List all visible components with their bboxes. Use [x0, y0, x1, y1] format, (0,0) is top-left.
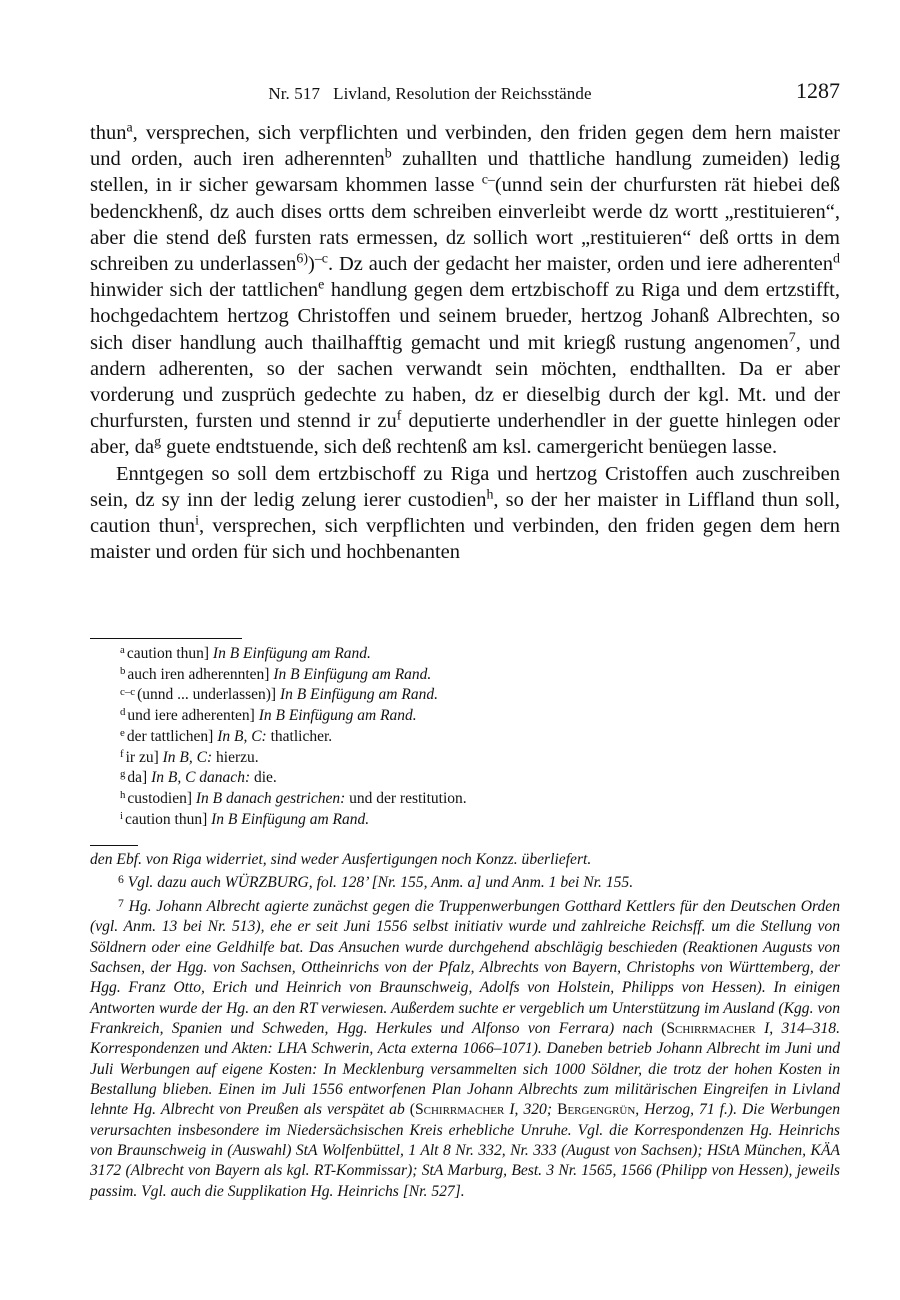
footnote-7: $^7$ Hg. Johann Albrecht agierte zunächst gegen die Truppenwerbungen Gotthard Kettlers für den Deutschen Orden (vgl. Anm. 13 bei Nr. 513), ehe er seit Juni 1556 selbst initiativ wurde und zahlreiche Reichsff. um die Stellung von Söldnern oder eine Geldhilfe bat. Das Ansuchen wurde durchgehend abschlägig beschieden (Reaktionen Augusts von Sachsen, der Hgg. von Sachsen, Ottheinrichs von der Pfalz, Albrechts von Bayern, Christophs von Württemberg, der Hgg. Franz Otto, Erich und Heinrich von Braunschweig, Adolfs von Holstein, Philipps von Hessen). In einigen Antworten wurde der Hg. an den RT verwiesen. Außerdem suchte er vergeblich um Unterstützung im Ausland (Kgg. von Frankreich, Spanien und Schweden, Hgg. Herkules und Alfonso von Ferrara) nach (Schirrmacher I, 314–318. Korrespondenzen und Akten: LHA Schwerin, Acta externa 1066–1071). Daneben betrieb Johann Albrecht im Juni und Juli Werbungen auf eigene Kosten: In Mecklenburg versammelten sich 1000 Söldner, die trotz der hohen Kosten in Bestallung blieben. Einen im Juli 1556 entworfenen Plan Johann Albrechts zum militärischen Eingreifen in Livland lehnte Hg. Albrecht von Preußen als verspätet ab (Schirrmacher I, 320; Bergengrün, Herzog, 71 f.). Die Werbungen verursachten insbesondere im Niedersächsischen Kreis erhebliche Unruhe. Vgl. die Korrespondenzen Hg. Heinrichs von Braunschweig in (Auswahl) StA Wolfenbüttel, 1 Alt 8 Nr. 332, Nr. 333 (August von Sachsen); HStA München, KÄA 3172 (Albrecht von Bayern als kgl. RT-Kommissar); StA Marburg, Best. 3 Nr. 1565, 1566 (Philipp von Hessen), jeweils passim. Vgl. auch die Supplikation Hg. Heinrichs [Nr. 527]. — [90, 896, 840, 1200]
closing-parenthesis: ) — [308, 253, 315, 276]
variant-marker: e — [318, 277, 325, 293]
paragraph-2: Enntgegen so soll dem ertzbischoff zu Riga und hertzog Cristoffen auch zuschreiben sein, dz sy inn der ledig zelung ierer custodien$^h$, so der her maister in Liffland thun soll, caution thun$^i$, versprechen, sich verpflichten und verbinden, den friden gegen dem hern maister und orden für sich und hochbenanten — [90, 462, 840, 564]
variant-f: $^f$ ir zu] In B, C: hierzu. — [120, 747, 259, 766]
footnote-marker: 6) — [296, 251, 308, 267]
footnote-continuation: den Ebf. von Riga widerriet, sind weder Ausfertigungen noch Konzz. überliefert. — [90, 851, 592, 868]
text-variants-apparatus — [120, 644, 840, 830]
variants-rule — [90, 638, 242, 639]
variant-marker: c– — [481, 172, 495, 188]
main-text — [90, 120, 840, 565]
footnote-number: 7 — [118, 896, 124, 910]
variant-marker: h — [486, 487, 494, 503]
variant-marker: d — [833, 251, 840, 267]
variant-marker: g — [154, 434, 162, 450]
footnote-6: $^6$ Vgl. dazu auch WÜRZBURG, fol. 128’ [Nr. 155, Anm. a] und Anm. 1 bei Nr. 155. — [118, 873, 634, 892]
variant-g: $^g$ da] In B, C danach: die. — [120, 768, 277, 787]
author-reference: Schirrmacher — [666, 1019, 756, 1037]
variant-h: $^h$ custodien] In B danach gestrichen: und der restitution. — [120, 789, 467, 807]
variant-e: $^e$ der tattlichen] In B, C: thatlicher. — [120, 726, 333, 745]
variant-marker: i — [195, 513, 199, 529]
footnotes — [90, 850, 840, 1202]
variant-marker: f — [396, 408, 402, 424]
variant-a: $^a$ caution thun] In B Einfügung am Rand. — [120, 644, 371, 662]
variant-i: $^i$ caution thun] In B Einfügung am Rand. — [120, 809, 370, 828]
footnotes-rule — [90, 845, 138, 846]
running-title: Nr. 517 Livland, Resolution der Reichsstände — [268, 84, 592, 103]
variant-marker: –c — [314, 251, 328, 267]
variant-d: $^d$ und iere adherenten] In B Einfügung am Rand. — [120, 706, 417, 725]
author-reference: Schirrmacher — [414, 1101, 505, 1119]
variant-marker: b — [384, 146, 392, 162]
paragraph-1: thun$^a$, versprechen, sich verpflichten und verbinden, den friden gegen dem hern maister und orden, auch iren adherennten$^b$ zuhallten und thattliche handlung zumeiden) ledig stellen, in ir sicher gewarsam khommen lasse $^{c-}$(unnd sein der churfursten rät hiebei deß bedenckhenß, dz auch dises ortts dem schreiben einverleibt werde dz wortt „restituieren“, aber die stend deß fursten rats ermessen, dz sollich wort „restituieren“ deß ortts in dem schreiben zu underlassen$^{6)}$)$^{-c}$. Dz auch der gedacht her maister, orden und iere adherenten$^d$ hinwider sich der tattlichen$^e$ handlung gegen dem ertzbischoff zu Riga und dem ertzstifft, hochgedachtem hertzog Christoffen und seinem brueder, hertzog Johanß Albrechten, so sich diser handlung auch thailhafftig gemacht und mit kriegß rustung angenomen$^7$, und andern adherenten, so der sachen verwandt sein möchten, endthallten. Da er aber vorderung und zusprüch gedechte zu haben, dz er dieselbig durch der kgl. Mt. und der churfursten, fursten und stennd ir $zu^f$ deputierte underhendler in der guette hinlegen oder aber, $da^g$ guete endtstuende, sich deß rechtenß am ksl. camergericht benüegen lasse. — [90, 120, 841, 459]
variant-b: $^b$ auch iren adherennten] In B Einfügung am Rand. — [120, 664, 432, 683]
page-number: 1287 — [796, 78, 840, 103]
footnote-number: 6 — [118, 873, 124, 887]
author-reference: Bergengrün — [557, 1101, 636, 1119]
variant-c: $^{c-c}$ (unnd ... underlassen)] In B Einfügung am Rand. — [120, 685, 438, 704]
running-header — [90, 78, 840, 108]
variant-marker: a — [126, 120, 133, 136]
footnote-marker: 7 — [788, 329, 796, 345]
